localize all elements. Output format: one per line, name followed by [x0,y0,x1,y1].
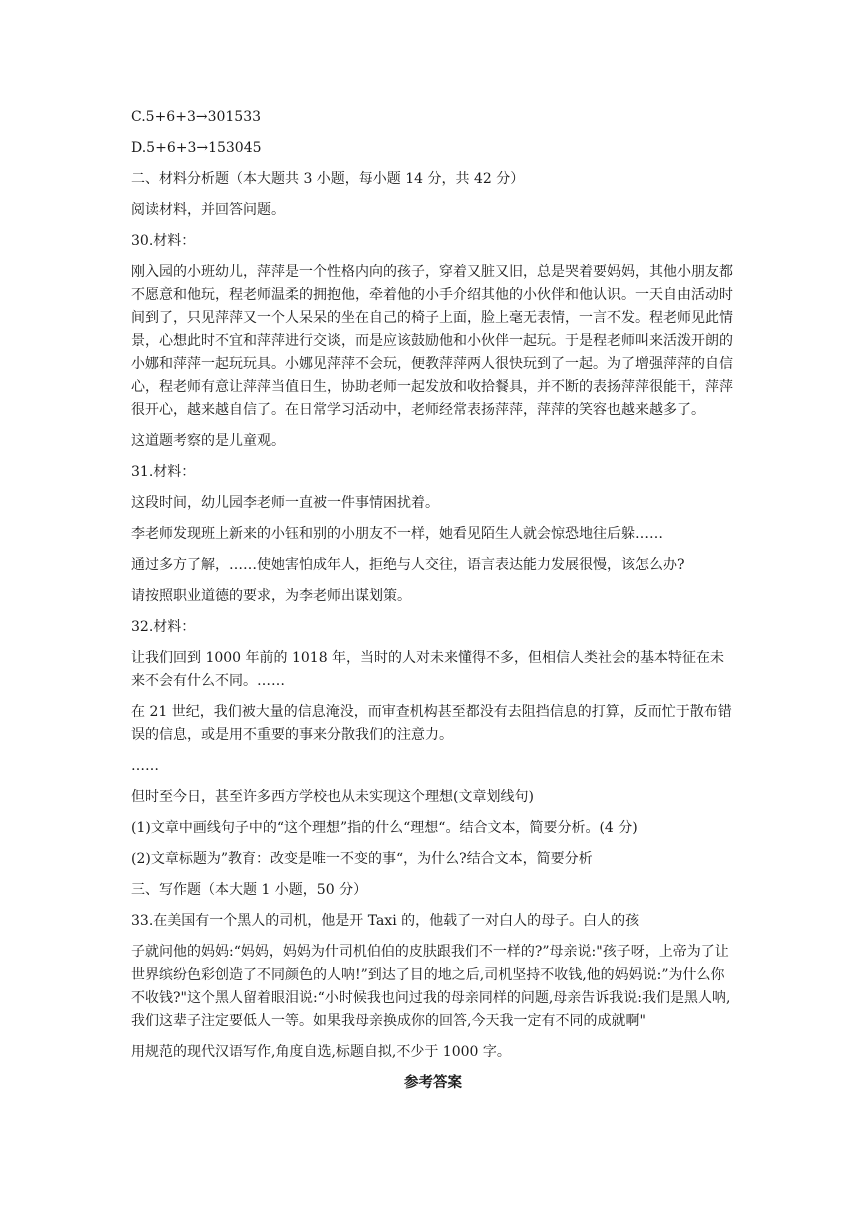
q30-label: 30.材料： [131,233,196,249]
q33-requirement: 用规范的现代汉语写作,角度自选,标题自拟,不少于 1000 字。 [131,1044,511,1060]
q32-paragraph-1: 让我们回到 1000 年前的 1018 年，当时的人对未来懂得不多，但相信人类社会的基本特征在未来不会有什么不同。…… [131,650,725,689]
q30-material: 刚入园的小班幼儿，萍萍是一个性格内向的孩子，穿着又脏又旧，总是哭着要妈妈，其他小朋友都不愿意和他玩，程老师温柔的拥抱他，牵着他的小手介绍其他的小伙伴和他认识。一天自由活动时间到了，只见萍萍又一个人呆呆的坐在自己的椅子上面，脸上毫无表情，一言不发。程老师见此情景，心想此时不宜和萍萍进行交谈，而是应该鼓励他和小伙伴一起玩。于是程老师叫来活泼开朗的小娜和萍萍一起玩玩具。小娜见萍萍不会玩，便教萍萍两人很快玩到了一起。为了增强萍萍的自信心，程老师有意让萍萍当值日生，协助老师一起发放和收拾餐具，并不断的表扬萍萍很能干，萍萍很开心，越来越自信了。在日常学习活动中，老师经常表扬萍萍，萍萍的笑容也越来越多了。 [131,264,733,418]
q32-ellipsis: …… [131,758,159,774]
q31-line-3: 通过多方了解，……使她害怕成年人，拒绝与人交往，语言表达能力发展很慢，该怎么办? [131,557,685,573]
q31-label: 31.材料： [131,464,196,480]
q32-subquestion-1: (1)文章中画线句子中的“这个理想”指的什么“理想“。结合文本，简要分析。(4 分) [131,820,638,836]
section-3-heading: 三、写作题（本大题 1 小题，50 分） [131,882,368,898]
q32-line-1: 但时至今日，甚至许多西方学校也从未实现这个理想(文章划线句) [131,789,534,805]
q31-line-2: 李老师发现班上新来的小钰和别的小朋友不一样，她看见陌生人就会惊恐地往后躲…… [131,526,663,542]
answer-title: 参考答案 [404,1075,462,1091]
q32-subquestion-2: (2)文章标题为”教育：改变是唯一不变的事“，为什么?结合文本，简要分析 [131,851,593,867]
option-d: D.5+6+3→153045 [131,140,262,156]
q32-label: 32.材料： [131,619,196,635]
q33-first-line: 33.在美国有一个黑人的司机，他是开 Taxi 的，他载了一对白人的母子。白人的孩 [131,913,640,929]
q31-line-4: 请按照职业道德的要求，为李老师出谋划策。 [131,588,411,604]
section-2-instruction: 阅读材料，并回答问题。 [131,202,285,218]
q30-question: 这道题考察的是儿童观。 [131,433,285,449]
section-2-heading: 二、材料分析题（本大题共 3 小题，每小题 14 分，共 42 分） [131,171,525,187]
q32-paragraph-2: 在 21 世纪，我们被大量的信息淹没，而审查机构甚至都没有去阻挡信息的打算，反而忙于散布错误的信息，或是用不重要的事来分散我们的注意力。 [131,704,732,743]
option-c: C.5+6+3→301533 [131,109,262,125]
document-content [131,106,735,1095]
q31-line-1: 这段时间，幼儿园李老师一直被一件事情困扰着。 [131,495,439,511]
q33-body: 子就问他的妈妈:“妈妈，妈妈为什司机伯伯的皮肤跟我们不一样的?”母亲说:"孩子呀，上帝为了让世界缤纷色彩创造了不同颜色的人呐!”到达了目的地之后,司机坚持不收钱,他的妈妈说:”为什么你不收钱?"这个黑人留着眼泪说:“小时候我也问过我的母亲同样的问题,母亲告诉我说:我们是黑人呐,我们这辈子注定要低人一等。如果我母亲换成你的回答,今天我一定有不同的成就啊" [131,944,731,1029]
